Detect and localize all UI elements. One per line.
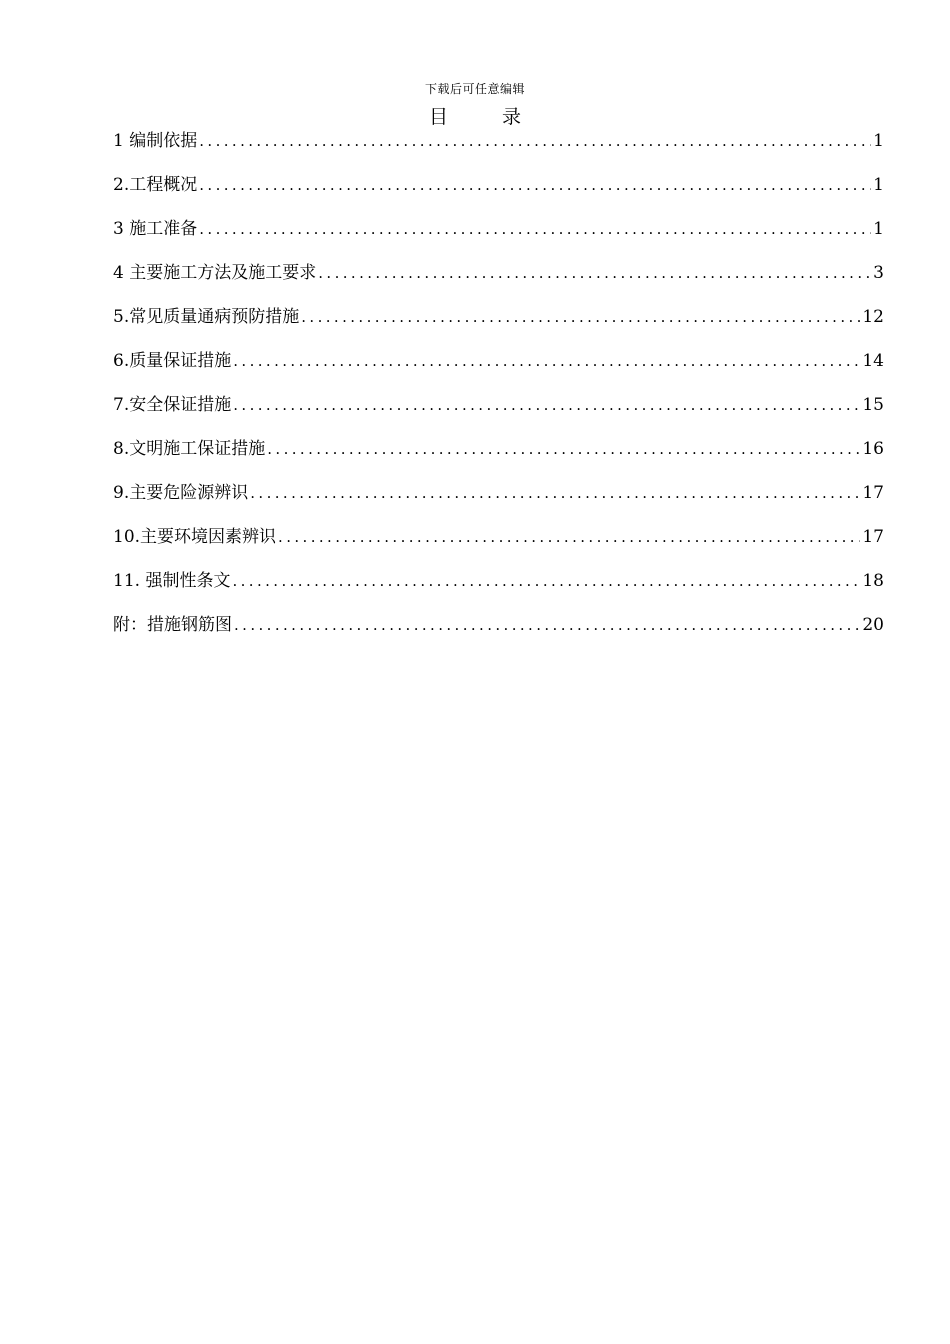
- toc-entry-page: 1: [873, 131, 884, 151]
- toc-dot-leader: [250, 479, 860, 507]
- table-of-contents: [113, 127, 884, 655]
- toc-entry[interactable]: [113, 523, 884, 567]
- toc-dot-leader: [199, 215, 871, 243]
- toc-entry[interactable]: [113, 215, 884, 259]
- toc-entry[interactable]: [113, 171, 884, 215]
- toc-entry-label: 6.质量保证措施: [113, 351, 232, 371]
- toc-entry-page: 15: [862, 395, 884, 415]
- toc-entry-label: 9.主要危险源辨识: [113, 483, 249, 503]
- toc-entry[interactable]: [113, 479, 884, 523]
- toc-dot-leader: [233, 347, 860, 375]
- toc-entry-label: 附：措施钢筋图: [113, 615, 232, 635]
- toc-entry[interactable]: [113, 303, 884, 347]
- toc-entry-page: 1: [873, 175, 884, 195]
- toc-entry-page: 18: [862, 571, 884, 591]
- toc-entry-page: 3: [873, 263, 884, 283]
- toc-entry-page: 17: [862, 483, 884, 503]
- toc-entry[interactable]: [113, 435, 884, 479]
- toc-entry-page: 16: [862, 439, 884, 459]
- toc-entry-label: 11. 强制性条文: [113, 571, 231, 591]
- toc-entry-label: 1 编制依据: [113, 131, 198, 151]
- toc-dot-leader: [278, 523, 860, 551]
- toc-entry-label: 4 主要施工方法及施工要求: [113, 263, 317, 283]
- toc-entry[interactable]: [113, 391, 884, 435]
- toc-entry-label: 2.工程概况: [113, 175, 198, 195]
- toc-entry[interactable]: [113, 347, 884, 391]
- toc-dot-leader: [232, 567, 860, 595]
- toc-entry-label: 5.常见质量通病预防措施: [113, 307, 300, 327]
- toc-title: 目 录: [428, 106, 546, 128]
- toc-entry[interactable]: [113, 127, 884, 171]
- toc-entry[interactable]: [113, 567, 884, 611]
- toc-dot-leader: [234, 611, 860, 639]
- toc-entry-page: 1: [873, 219, 884, 239]
- toc-dot-leader: [267, 435, 860, 463]
- toc-entry[interactable]: [113, 611, 884, 655]
- toc-entry-page: 12: [862, 307, 884, 327]
- toc-entry-label: 7.安全保证措施: [113, 395, 232, 415]
- toc-dot-leader: [233, 391, 860, 419]
- toc-dot-leader: [199, 127, 871, 155]
- toc-entry[interactable]: [113, 259, 884, 303]
- toc-dot-leader: [318, 259, 871, 287]
- toc-entry-page: 14: [862, 351, 884, 371]
- toc-entry-label: 3 施工准备: [113, 219, 198, 239]
- header-note: 下载后可任意编辑: [424, 82, 525, 96]
- toc-dot-leader: [301, 303, 860, 331]
- toc-entry-page: 20: [862, 615, 884, 635]
- toc-entry-label: 8.文明施工保证措施: [113, 439, 266, 459]
- toc-dot-leader: [199, 171, 871, 199]
- toc-entry-label: 10.主要环境因素辨识: [113, 527, 277, 547]
- toc-entry-page: 17: [862, 527, 884, 547]
